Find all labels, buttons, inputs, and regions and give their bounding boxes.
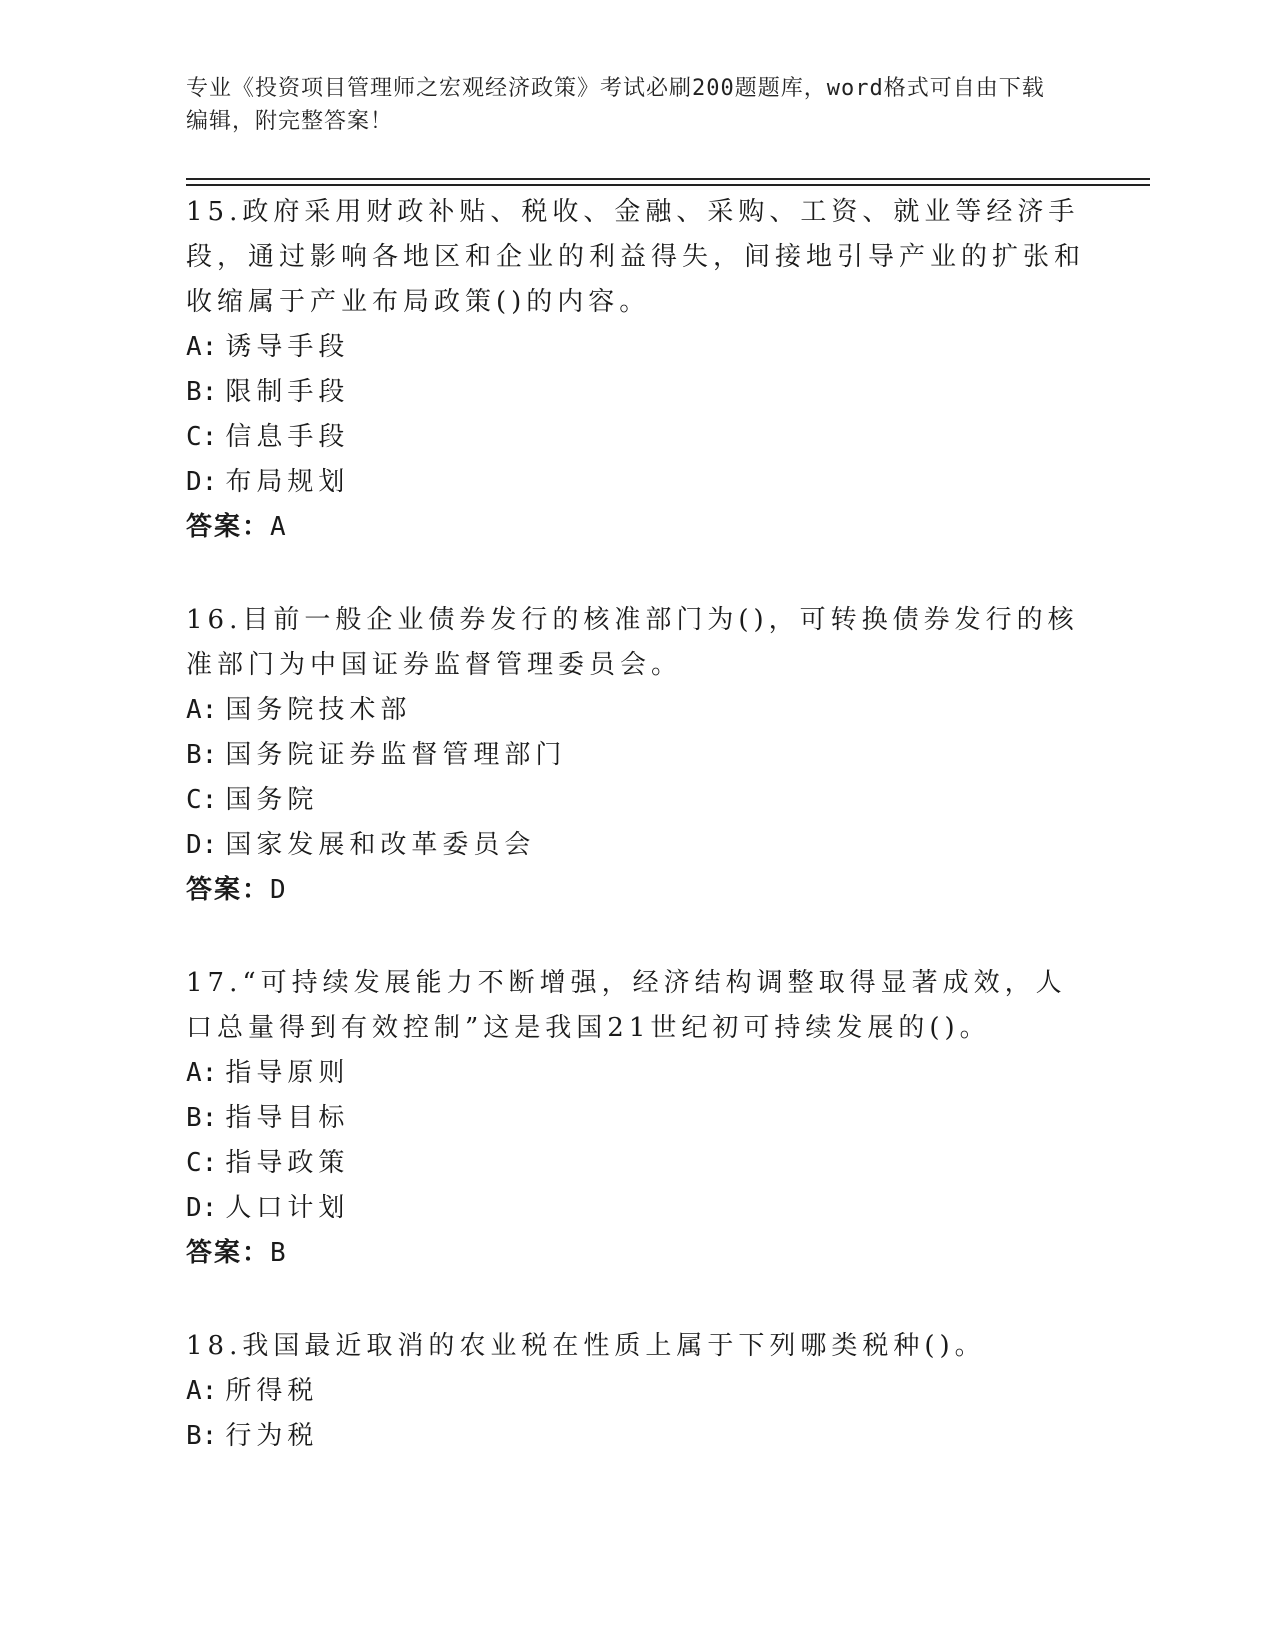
option-text: 诱导手段: [225, 332, 350, 362]
option-letter: A:: [186, 695, 218, 725]
question-list: [186, 190, 1086, 1507]
question-text: 17.“可持续发展能力不断增强，经济结构调整取得显著成效，人口总量得到有效控制”这是我国21世纪初可持续发展的()。: [186, 968, 1067, 1043]
question-16: [186, 598, 1086, 913]
answer-label: 答案：: [186, 512, 271, 542]
option-b: [186, 733, 1086, 778]
option-letter: D:: [186, 830, 218, 860]
option-letter: C:: [186, 422, 218, 452]
question-text: 18.我国最近取消的农业税在性质上属于下列哪类税种()。: [186, 1331, 986, 1361]
option-a: [186, 1051, 1086, 1096]
answer-value: D: [270, 875, 288, 905]
option-text: 指导政策: [225, 1148, 350, 1178]
option-letter: B:: [186, 377, 218, 407]
option-text: 信息手段: [225, 422, 350, 452]
answer-value: A: [270, 512, 288, 542]
option-a: [186, 325, 1086, 370]
option-letter: A:: [186, 1058, 218, 1088]
option-letter: D:: [186, 1193, 218, 1223]
header-rule-top: [186, 178, 1150, 180]
option-text: 布局规划: [225, 467, 350, 497]
question-text: 16.目前一般企业债券发行的核准部门为()，可转换债券发行的核准部门为中国证券监督管理委员会。: [186, 605, 1079, 680]
answer-line: [186, 868, 1086, 913]
option-b: [186, 1096, 1086, 1141]
answer-label: 答案：: [186, 875, 271, 905]
option-letter: A:: [186, 1376, 218, 1406]
option-text: 指导目标: [225, 1103, 350, 1133]
option-letter: D:: [186, 467, 218, 497]
header-rule-bottom: [186, 184, 1150, 186]
option-a: [186, 688, 1086, 733]
question-15: [186, 190, 1086, 550]
option-text: 国家发展和改革委员会: [225, 830, 536, 860]
option-d: [186, 1186, 1086, 1231]
answer-value: B: [270, 1238, 288, 1268]
option-letter: B:: [186, 740, 218, 770]
question-18: [186, 1324, 1086, 1459]
option-text: 指导原则: [225, 1058, 350, 1088]
option-c: [186, 415, 1086, 460]
option-text: 国务院证券监督管理部门: [225, 740, 567, 770]
option-a: [186, 1369, 1086, 1414]
document-header: 专业《投资项目管理师之宏观经济政策》考试必刷200题题库，word格式可自由下载编辑，附完整答案！: [186, 76, 1045, 134]
option-text: 所得税: [225, 1376, 319, 1406]
question-17: [186, 961, 1086, 1276]
answer-line: [186, 505, 1086, 550]
answer-line: [186, 1231, 1086, 1276]
answer-label: 答案：: [186, 1238, 271, 1268]
option-d: [186, 823, 1086, 868]
option-b: [186, 370, 1086, 415]
option-text: 人口计划: [225, 1193, 350, 1223]
option-letter: C:: [186, 1148, 218, 1178]
option-c: [186, 778, 1086, 823]
question-text: 15.政府采用财政补贴、税收、金融、采购、工资、就业等经济手段，通过影响各地区和企业的利益得失，间接地引导产业的扩张和收缩属于产业布局政策()的内容。: [186, 197, 1086, 317]
option-text: 限制手段: [225, 377, 350, 407]
option-letter: C:: [186, 785, 218, 815]
option-text: 国务院技术部: [225, 695, 412, 725]
option-letter: A:: [186, 332, 218, 362]
option-text: 国务院: [225, 785, 319, 815]
option-c: [186, 1141, 1086, 1186]
option-b: [186, 1414, 1086, 1459]
option-d: [186, 460, 1086, 505]
option-letter: B:: [186, 1421, 218, 1451]
option-letter: B:: [186, 1103, 218, 1133]
option-text: 行为税: [225, 1421, 319, 1451]
